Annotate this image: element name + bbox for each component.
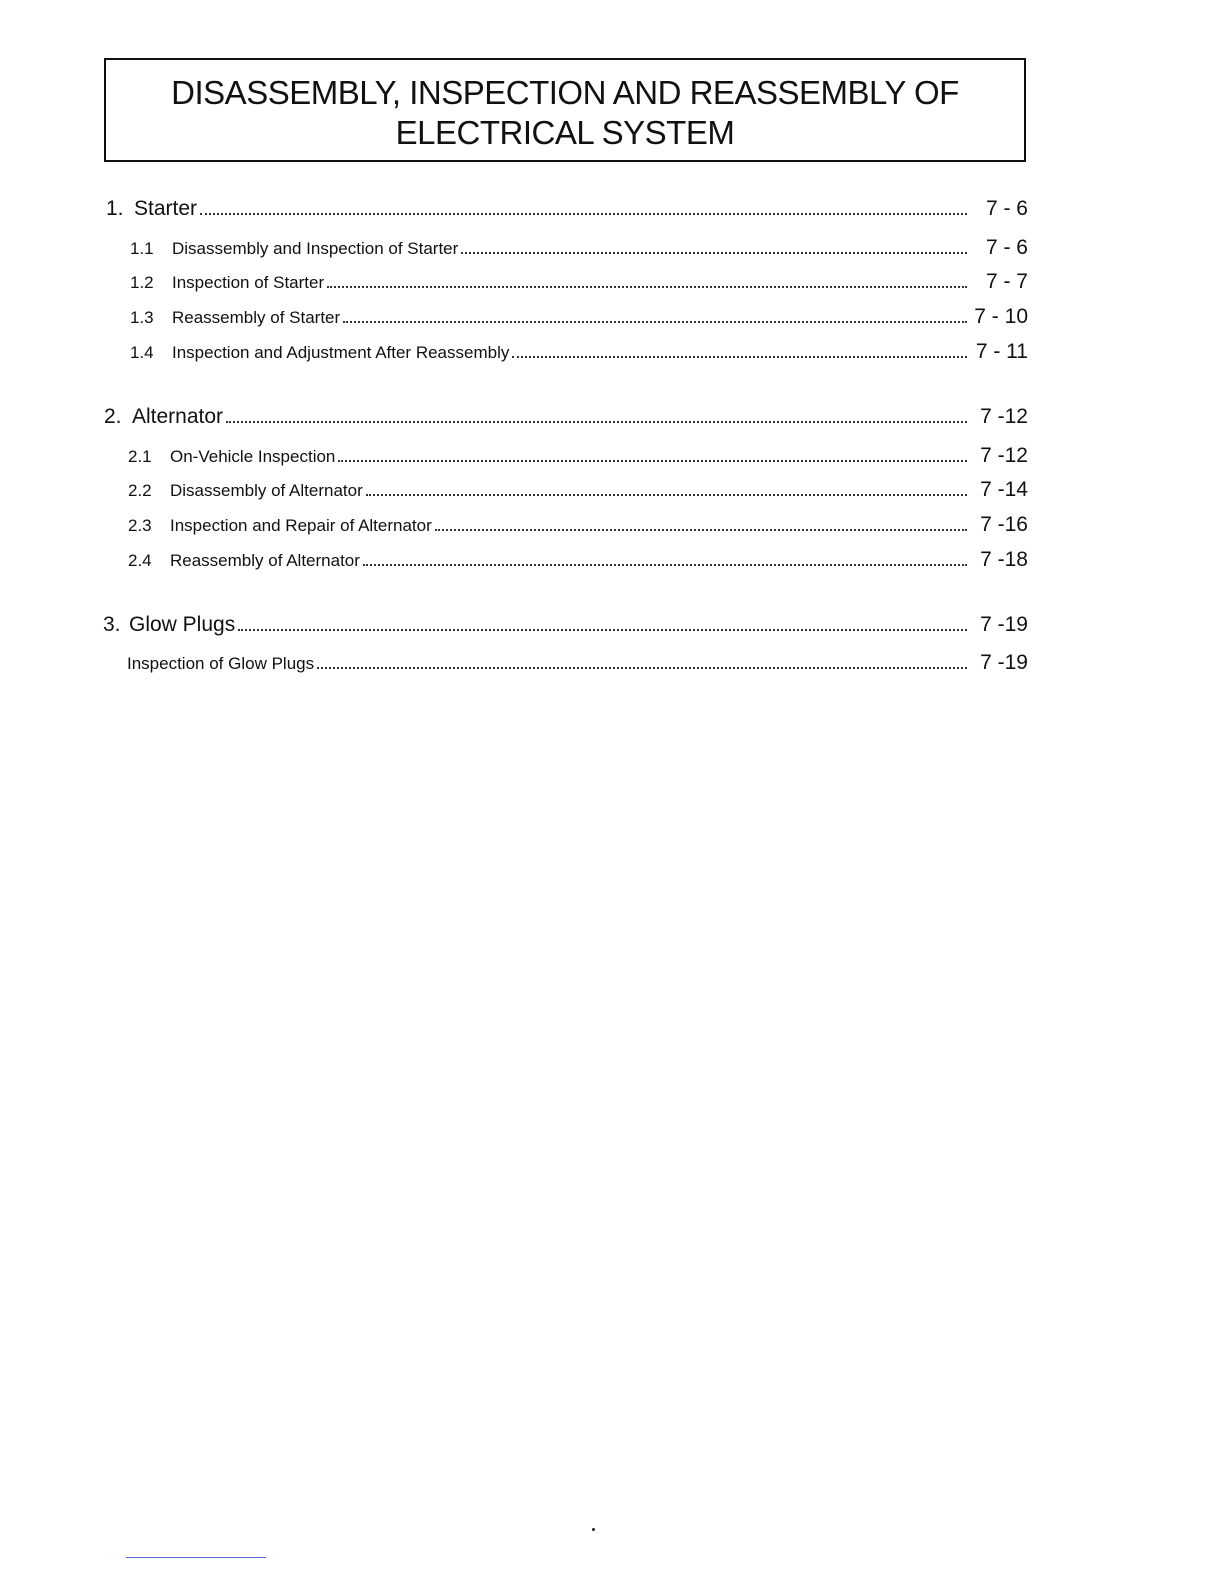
dot-leader: [461, 244, 967, 254]
toc-subentry-1-4[interactable]: [130, 340, 1028, 364]
toc-subentry-label: Disassembly and Inspection of Starter: [172, 239, 459, 258]
dot-leader: [200, 205, 967, 215]
dot-leader: [435, 521, 967, 531]
toc-subentry-label: Inspection of Glow Plugs: [127, 654, 315, 673]
toc-subentry-number: 1.1: [130, 239, 154, 258]
toc-entry-page: 7 - 6: [985, 197, 1028, 220]
toc-subentry-number: 2.4: [128, 551, 152, 570]
dot-leader: [338, 452, 967, 462]
toc-subentry-label: Reassembly of Starter: [172, 308, 341, 327]
toc-subentry-number: 1.3: [130, 308, 154, 327]
toc-entry-page: 7 -19: [980, 613, 1028, 636]
toc-subentry-number: 2.2: [128, 481, 152, 500]
footer-rule: [126, 1557, 266, 1558]
toc-subentry-1-2[interactable]: [130, 270, 1028, 294]
section-title-box: [104, 58, 1026, 162]
toc-subentry-page: 7 - 6: [985, 236, 1028, 259]
toc-subentry-label: Reassembly of Alternator: [170, 551, 360, 570]
toc-entry-glow-plugs[interactable]: [103, 613, 1028, 637]
dot-leader: [238, 621, 967, 631]
toc-subentry-page: 7 -12: [980, 444, 1028, 467]
toc-subentry-label: Inspection and Repair of Alternator: [170, 516, 432, 535]
toc-subentry-label: On-Vehicle Inspection: [170, 447, 336, 466]
toc-entry-label: Starter: [134, 197, 198, 220]
dot-leader: [366, 486, 967, 496]
scan-speck: [592, 1528, 595, 1531]
toc-subentry-2-4[interactable]: [128, 548, 1028, 572]
section-title-line-1: DISASSEMBLY, INSPECTION AND REASSEMBLY OF: [171, 74, 959, 111]
toc-entry-number: 3.: [103, 613, 121, 636]
toc-subentry-page: 7 - 7: [985, 270, 1028, 293]
toc-entry-starter[interactable]: [106, 197, 1028, 221]
toc-entry-label: Glow Plugs: [129, 613, 236, 636]
dot-leader: [512, 348, 967, 358]
toc-subentry-page: 7 -14: [980, 478, 1028, 501]
toc-subentry-number: 1.2: [130, 273, 154, 292]
toc-entry-number: 1.: [106, 197, 124, 220]
toc-entry-alternator[interactable]: [104, 405, 1028, 429]
dot-leader: [317, 659, 967, 669]
dot-leader: [343, 313, 967, 323]
toc-subentry-page: 7 -16: [980, 513, 1028, 536]
toc-subentry-label: Inspection and Adjustment After Reassembly: [172, 343, 510, 362]
toc-subentry-number: 1.4: [130, 343, 154, 362]
dot-leader: [363, 556, 967, 566]
toc-subentry-2-2[interactable]: [128, 478, 1028, 502]
toc-entry-number: 2.: [104, 405, 122, 428]
toc-entry-page: 7 -12: [980, 405, 1028, 428]
toc-subentry-page: 7 -19: [980, 651, 1028, 674]
toc-entry-label: Alternator: [132, 405, 224, 428]
toc-subentry-page: 7 - 11: [975, 340, 1028, 363]
toc-subentry-page: 7 - 10: [974, 305, 1028, 328]
dot-leader: [226, 413, 967, 423]
toc-subentry-2-1[interactable]: [128, 444, 1028, 468]
dot-leader: [327, 278, 967, 288]
toc-subentry-page: 7 -18: [980, 548, 1028, 571]
toc-subentry-number: 2.1: [128, 447, 152, 466]
toc-subentry-1-3[interactable]: [130, 305, 1028, 329]
toc-subentry-2-3[interactable]: [128, 513, 1028, 537]
section-title-line-2: ELECTRICAL SYSTEM: [395, 114, 735, 151]
toc-subentry-label: Inspection of Starter: [172, 273, 325, 292]
toc-subentry-number: 2.3: [128, 516, 152, 535]
toc-subentry-1-1[interactable]: [130, 236, 1028, 260]
toc-subentry-label: Disassembly of Alternator: [170, 481, 363, 500]
toc-subentry-glow-plugs-inspection[interactable]: [127, 651, 1028, 675]
